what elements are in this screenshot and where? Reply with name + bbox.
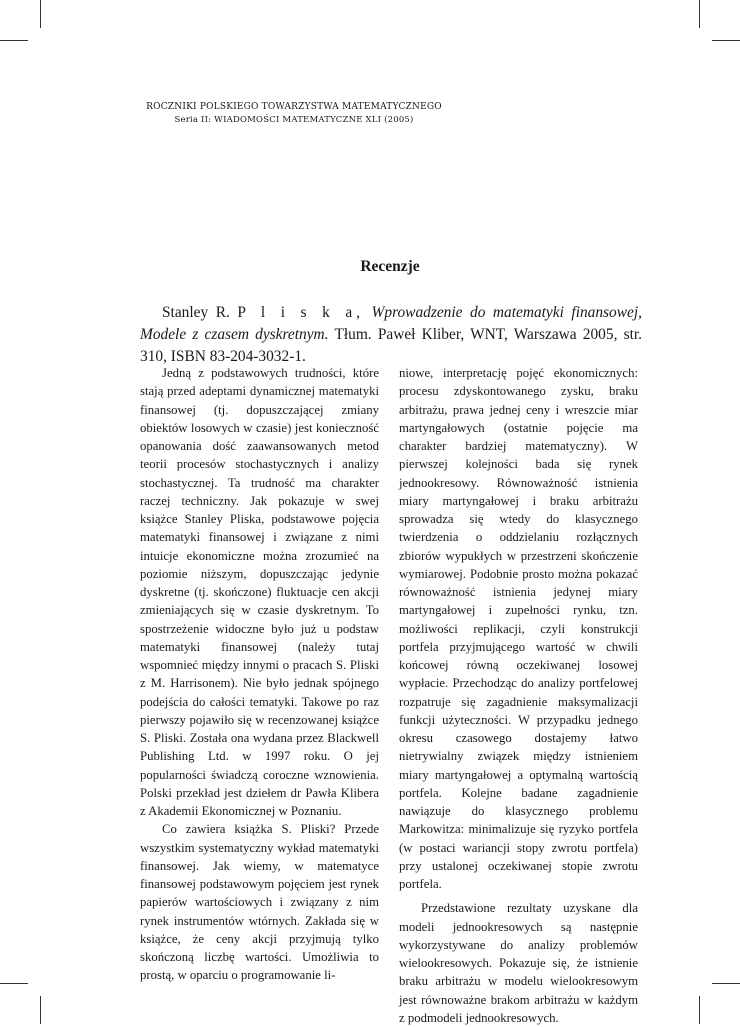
crop-mark-bottom-left-h — [0, 983, 28, 984]
paragraph: niowe, interpretację pojęć ekonomicznych: procesu zdyskontowanego zysku, braku arbitrażu, prawa jednej ceny i wreszcie miar martyngałowych (ostatnie pojęcie ma charakter bardziej matematyczny). W pierwszej kolejności bada się rynek jednookresowy. Równoważność istnienia miary martyngałowej i braku arbitrażu sprowadza się wtedy do klasycznego twierdzenia o oddzielaniu rozłącznych zbiorów wypukłych w przestrzeni skończenie wymiarowej. Podobnie prosto można pokazać równoważność istnienia jedynej miary martyngałowej i zupełności rynku, tzn. możliwości replikacji, czyli konstrukcji portfela przyjmującego wartość w chwili końcowej równą oczekiwanej losowej wypłacie. Przechodząc do analizy portfelowej rozpatruje się zagadnienie maksymalizacji funkcji użyteczności. W przypadku jednego okresu czasowego dostajemy łatwo nietrywialny związek między istnieniem miary martyngałowej a optymalną wartością portfela. Kolejne badane zagadnienie nawiązuje do klasycznego problemu Markowitza: minimalizuje się ryzyko portfela (w postaci wariancji stopy zwrotu portfela) przy ustalonej oczekiwanej stopie zwrotu portfela. — [399, 366, 638, 891]
crop-mark-top-right — [699, 0, 700, 28]
author-last-name: P l i s k a, — [237, 304, 364, 321]
left-column — [140, 364, 379, 985]
journal-header — [0, 101, 588, 127]
crop-mark-bottom-right-h — [712, 983, 740, 984]
crop-mark-bottom-left — [40, 996, 41, 1024]
crop-mark-top-left-h — [0, 40, 28, 41]
book-details: Tłum. Paweł Kliber, WNT, Warszawa 2005, str. 310, ISBN 83-204-3032-1. — [140, 326, 642, 365]
paragraph: Jedną z podstawowych trudności, które stają przed adeptami dynamicznej matematyki finansowej (tj. dopuszczającej zmiany obiektów losowych w czasie) jest konieczność opanowania dość zaawansowanych metod teorii procesów stochastycznych i analizy stochastycznej. Ta trudność ma charakter raczej techniczny. Jak pokazuje w swej książce Stanley Pliska, podstawowe pojęcia matematyki finansowej i związane z nimi intuicje ekonomiczne można zrozumieć na poziomie niższym, dopuszczając jedynie dyskretne (tj. skończone) fluktuacje cen akcji zmieniających się w czasie dyskretnym. To spostrzeżenie widoczne było już u podstaw matematyki finansowej (należy tutaj wspomnieć między innymi o pracach S. Pliski z M. Harrisonem). Nie było jednak spójnego podejścia do całości tematyki. Takowe po raz pierwszy pojawiło się w recenzowanej książce S. Pliski. Została ona wydana przez Blackwell Publishing Ltd. w 1997 roku. O jej popularności świadczą coroczne wznowienia. Polski przekład jest dziełem dr Pawła Klibera z Akademii Ekonomicznej w Poznaniu. — [140, 366, 379, 818]
book-citation — [140, 302, 642, 368]
journal-name: ROCZNIKI POLSKIEGO TOWARZYSTWA MATEMATYCZNEGO — [146, 102, 442, 112]
journal-series: Seria II: WIADOMOŚCI MATEMATYCZNE XLI (2005) — [174, 115, 414, 125]
crop-mark-top-left — [40, 0, 41, 28]
crop-mark-bottom-right — [699, 996, 700, 1024]
right-column — [399, 364, 638, 1027]
section-title: Recenzje — [360, 258, 420, 275]
paragraph: Przedstawione rezultaty uzyskane dla modeli jednookresowych są następnie wykorzystywane do analizy problemów wielookresowych. Pokazuje się, że istnienie braku arbitrażu w modelu wielookresowym jest równoważne brakom arbitrażu w każdym z podmodeli jednookresowych. — [399, 901, 638, 1025]
book-title: Wprowadzenie do matematyki finansowej, Modele z czasem dyskretnym. — [140, 304, 642, 343]
author-first-name: Stanley R. — [162, 304, 230, 321]
crop-mark-top-right-h — [712, 40, 740, 41]
paragraph: Co zawiera książka S. Pliski? Przede wszystkim systematyczny wykład matematyki finansowej. Jak wiemy, w matematyce finansowej podstawowym pojęciem jest rynek papierów wartościowych i związany z nim rynek instrumentów wtórnych. Zakłada się w książce, że ceny akcji przyjmują tylko skończoną liczbę wartości. Umożliwia to prostą, w oparciu o programowanie li- — [140, 822, 379, 983]
